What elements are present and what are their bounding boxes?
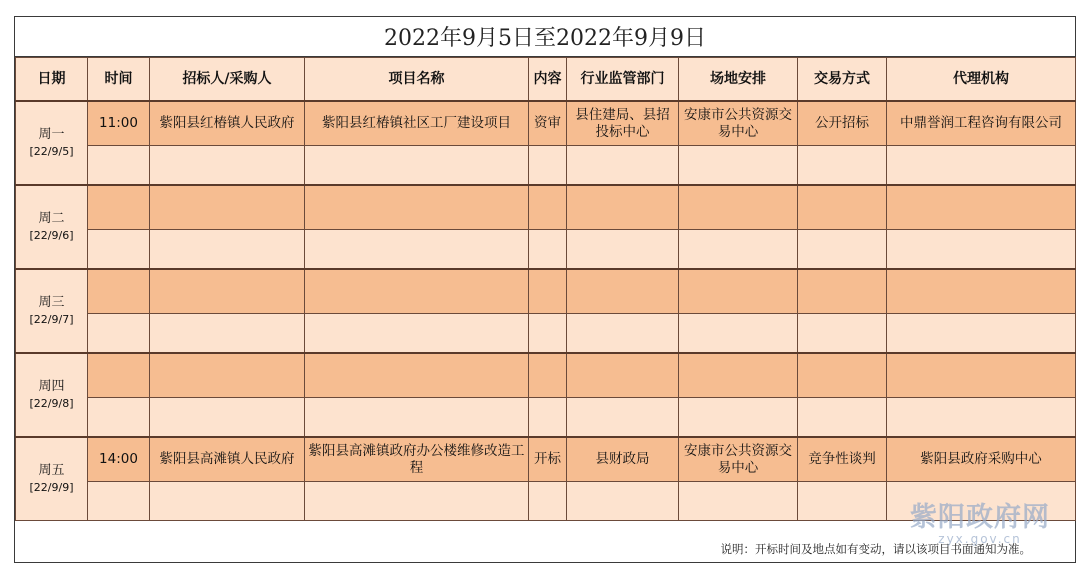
header-project: 项目名称 <box>305 58 529 102</box>
day-name: 周二 <box>38 211 65 226</box>
watermark-url: zyx.gov.cn <box>938 532 1022 546</box>
cell-time: 14:00 <box>88 437 150 482</box>
header-agency: 代理机构 <box>887 58 1076 102</box>
table-row <box>16 269 1076 314</box>
table-row <box>16 437 1076 482</box>
day-date: [22/9/5] <box>29 145 74 158</box>
day-name: 周五 <box>38 463 65 478</box>
table-row <box>16 185 1076 230</box>
schedule-table <box>15 57 1076 521</box>
cell-agency: 紫阳县政府采购中心 <box>887 437 1076 482</box>
cell-time: 11:00 <box>88 101 150 146</box>
header-content: 内容 <box>529 58 567 102</box>
header-regulator: 行业监管部门 <box>567 58 679 102</box>
cell-venue: 安康市公共资源交易中心 <box>679 101 798 146</box>
header-date: 日期 <box>16 58 88 102</box>
day-name: 周一 <box>38 127 65 142</box>
table-row <box>16 230 1076 270</box>
watermark-logo <box>910 495 1050 546</box>
header-method: 交易方式 <box>798 58 887 102</box>
cell-agency: 中鼎誉润工程咨询有限公司 <box>887 101 1076 146</box>
day-date: [22/9/6] <box>29 229 74 242</box>
date-cell-thu <box>16 353 88 437</box>
table-row <box>16 101 1076 146</box>
header-buyer: 招标人/采购人 <box>150 58 305 102</box>
cell-project: 紫阳县高滩镇政府办公楼维修改造工程 <box>305 437 529 482</box>
header-row <box>16 58 1076 102</box>
day-date: [22/9/7] <box>29 313 74 326</box>
table-row <box>16 398 1076 438</box>
cell-buyer: 紫阳县高滩镇人民政府 <box>150 437 305 482</box>
day-name: 周四 <box>38 379 65 394</box>
table-row <box>16 146 1076 186</box>
day-date: [22/9/8] <box>29 397 74 410</box>
cell-method: 公开招标 <box>798 101 887 146</box>
cell-buyer: 紫阳县红椿镇人民政府 <box>150 101 305 146</box>
date-cell-wed <box>16 269 88 353</box>
schedule-frame <box>14 16 1076 563</box>
header-time: 时间 <box>88 58 150 102</box>
cell-regulator: 县住建局、县招投标中心 <box>567 101 679 146</box>
cell-project: 紫阳县红椿镇社区工厂建设项目 <box>305 101 529 146</box>
date-cell-mon <box>16 101 88 185</box>
footnote: 说明：开标时间及地点如有变动，请以该项目书面通知为准。 <box>720 542 1031 556</box>
day-name: 周三 <box>38 295 65 310</box>
table-row <box>16 314 1076 354</box>
cell-content: 开标 <box>529 437 567 482</box>
page-title: 2022年9月5日至2022年9月9日 <box>15 17 1075 57</box>
watermark-name: 紫阳政府网 <box>910 502 1050 533</box>
cell-method: 竞争性谈判 <box>798 437 887 482</box>
table-row <box>16 353 1076 398</box>
cell-regulator: 县财政局 <box>567 437 679 482</box>
day-date: [22/9/9] <box>29 481 74 494</box>
cell-content: 资审 <box>529 101 567 146</box>
cell-venue: 安康市公共资源交易中心 <box>679 437 798 482</box>
date-cell-fri <box>16 437 88 521</box>
date-cell-tue <box>16 185 88 269</box>
header-venue: 场地安排 <box>679 58 798 102</box>
